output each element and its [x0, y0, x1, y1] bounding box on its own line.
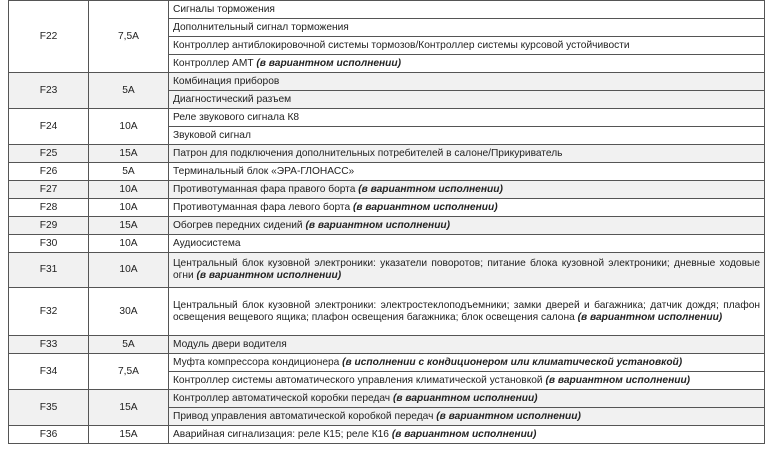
- fuse-id: F29: [9, 217, 89, 235]
- fuse-rating: 15A: [89, 426, 169, 444]
- fuse-description: Дополнительный сигнал торможения: [169, 19, 765, 37]
- fuse-description: Контроллер автоматической коробки передач (в вариантном исполнении): [169, 390, 765, 408]
- fuse-description: Контроллер антиблокировочной системы тормозов/Контроллер системы курсовой устойчивости: [169, 37, 765, 55]
- fuse-id: F23: [9, 73, 89, 109]
- table-row: [9, 181, 765, 199]
- table-row: [9, 354, 765, 372]
- table-row: [9, 1, 765, 19]
- fuse-rating: 7,5A: [89, 354, 169, 390]
- fuse-rating: 10A: [89, 181, 169, 199]
- fuse-rating: 5A: [89, 73, 169, 109]
- fuse-id: F31: [9, 253, 89, 288]
- fuse-description: Привод управления автоматической коробкой передач (в вариантном исполнении): [169, 408, 765, 426]
- fuse-id: F36: [9, 426, 89, 444]
- table-row: [9, 73, 765, 91]
- fuse-rating: 15A: [89, 217, 169, 235]
- fuse-rating: 10A: [89, 199, 169, 217]
- fuse-rating: 30A: [89, 288, 169, 336]
- fuse-rating: 10A: [89, 235, 169, 253]
- table-row: [9, 109, 765, 127]
- fuse-description: Реле звукового сигнала К8: [169, 109, 765, 127]
- fuse-id: F25: [9, 145, 89, 163]
- fuse-description: Звуковой сигнал: [169, 127, 765, 145]
- table-row: [9, 163, 765, 181]
- table-row: [9, 145, 765, 163]
- fuse-description: Центральный блок кузовной электроники: указатели поворотов; питание блока кузовной электроники; дневные ходовые огни (в вариантном исполнении): [169, 253, 765, 288]
- fuse-description: Модуль двери водителя: [169, 336, 765, 354]
- table-row: [9, 235, 765, 253]
- fuse-description: Муфта компрессора кондиционера (в исполнении с кондиционером или климатической установкой): [169, 354, 765, 372]
- fuse-description: Аудиосистема: [169, 235, 765, 253]
- fuse-id: F27: [9, 181, 89, 199]
- table-row: [9, 217, 765, 235]
- fuse-description: Патрон для подключения дополнительных потребителей в салоне/Прикуриватель: [169, 145, 765, 163]
- fuse-description: Сигналы торможения: [169, 1, 765, 19]
- fuse-id: F32: [9, 288, 89, 336]
- fuse-rating: 10A: [89, 253, 169, 288]
- fuse-description: Диагностический разъем: [169, 91, 765, 109]
- table-row: [9, 336, 765, 354]
- table-row: [9, 253, 765, 288]
- fuse-rating: 10A: [89, 109, 169, 145]
- fuse-id: F34: [9, 354, 89, 390]
- table-row: [9, 199, 765, 217]
- fuse-description: Контроллер АМТ (в вариантном исполнении): [169, 55, 765, 73]
- fuse-description: Противотуманная фара правого борта (в вариантном исполнении): [169, 181, 765, 199]
- fuse-id: F28: [9, 199, 89, 217]
- fuse-id: F26: [9, 163, 89, 181]
- fuse-id: F33: [9, 336, 89, 354]
- fuse-table: [8, 0, 765, 444]
- table-row: [9, 426, 765, 444]
- fuse-description: Центральный блок кузовной электроники: электростеклоподъемники; замки дверей и багажника; датчик дождя; плафон освещения вещевого ящика; плафон освещения багажника; блок освещения салона (в вариантном исполнении): [169, 288, 765, 336]
- fuse-description: Аварийная сигнализация: реле К15; реле К16 (в вариантном исполнении): [169, 426, 765, 444]
- fuse-description: Контроллер системы автоматического управления климатической установкой (в вариантном исполнении): [169, 372, 765, 390]
- fuse-id: F22: [9, 1, 89, 73]
- fuse-rating: 5A: [89, 336, 169, 354]
- fuse-id: F35: [9, 390, 89, 426]
- fuse-rating: 7,5A: [89, 1, 169, 73]
- fuse-description: Обогрев передних сидений (в вариантном исполнении): [169, 217, 765, 235]
- fuse-rating: 15A: [89, 390, 169, 426]
- fuse-description: Терминальный блок «ЭРА-ГЛОНАСС»: [169, 163, 765, 181]
- table-row: [9, 390, 765, 408]
- fuse-id: F24: [9, 109, 89, 145]
- fuse-id: F30: [9, 235, 89, 253]
- fuse-rating: 5A: [89, 163, 169, 181]
- fuse-description: Комбинация приборов: [169, 73, 765, 91]
- fuse-rating: 15A: [89, 145, 169, 163]
- fuse-description: Противотуманная фара левого борта (в вариантном исполнении): [169, 199, 765, 217]
- table-row: [9, 288, 765, 336]
